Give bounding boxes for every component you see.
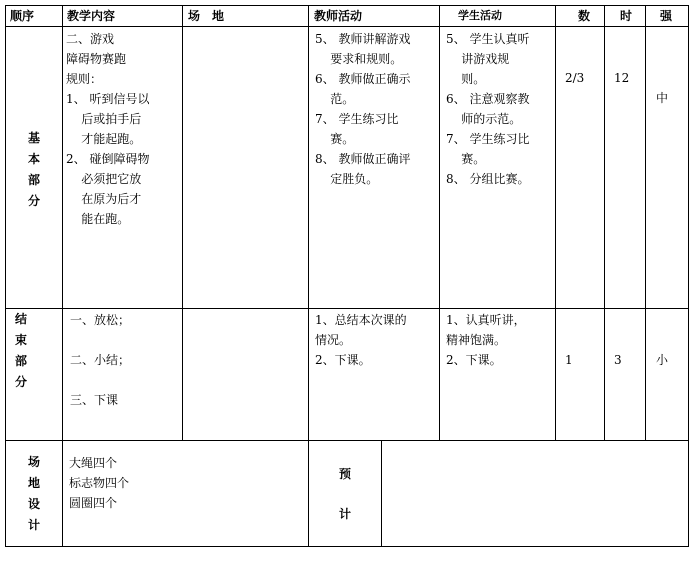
header-intensity: 强: [660, 9, 673, 23]
ending-content-summary: 二、小结；: [70, 353, 131, 367]
ending-content-dismiss: 三、下课: [70, 393, 119, 407]
section-label-basic: 基本部分: [27, 131, 40, 208]
header-order: 顺序: [10, 9, 35, 23]
col-divider-content: [182, 5, 183, 441]
estimate-label-top: 预: [339, 467, 352, 481]
basic-student-activity: 5、 学生认真听 讲游戏规 则。 6、 注意观察教 师的示范。 7、 学生练习比 赛。 8、 分组比赛。: [446, 32, 530, 186]
basic-content: 二、游戏 障碍物赛跑 规则： 1、 听到信号以 后或拍手后 才能起跑。 2、 碰倒障碍物 必须把它放 在原为后才 能在跑。: [66, 32, 150, 226]
col-divider-venue: [308, 5, 309, 547]
col-divider-estimate: [381, 440, 382, 547]
ending-teacher-activity: 1、总结本次课的 情况。 2、下课。: [315, 313, 407, 367]
table-border-top: [5, 5, 688, 6]
table-border-bottom: [5, 546, 688, 547]
estimate-label-bottom: 计: [339, 507, 352, 521]
basic-count: 2/3: [565, 71, 585, 85]
design-items: 大绳四个 标志物四个 圆圈四个: [69, 456, 130, 510]
col-divider-time: [645, 5, 646, 441]
section-divider-ending: [5, 440, 688, 441]
ending-count: 1: [565, 353, 573, 367]
col-divider-order: [62, 5, 63, 547]
basic-time: 12: [614, 71, 630, 85]
header-divider: [5, 26, 688, 27]
col-divider-count: [604, 5, 605, 441]
ending-time: 3: [614, 353, 622, 367]
header-teacher-activity: 教师活动: [314, 9, 363, 23]
header-content: 教学内容: [67, 9, 116, 23]
ending-content-relax: 一、放松；: [70, 313, 131, 327]
col-divider-student: [555, 5, 556, 441]
header-time: 时: [620, 9, 633, 23]
header-venue: 场 地: [188, 9, 225, 23]
header-count: 数: [578, 9, 591, 23]
ending-intensity: 小: [656, 353, 669, 367]
section-label-ending: 结束部分: [14, 312, 27, 389]
table-border-right: [688, 5, 689, 547]
basic-teacher-activity: 5、 教师讲解游戏 要求和规则。 6、 教师做正确示 范。 7、 学生练习比 赛。 8、 教师做正确评 定胜负。: [315, 32, 411, 186]
header-student-activity: 学生活动: [458, 9, 502, 22]
section-divider-basic: [5, 308, 688, 309]
basic-intensity: 中: [656, 91, 669, 105]
section-label-design: 场地设计: [27, 455, 40, 532]
table-border-left: [5, 5, 6, 547]
ending-student-activity: 1、认真听讲， 精神饱满。 2、下课。: [446, 313, 526, 367]
col-divider-teacher: [439, 5, 440, 441]
